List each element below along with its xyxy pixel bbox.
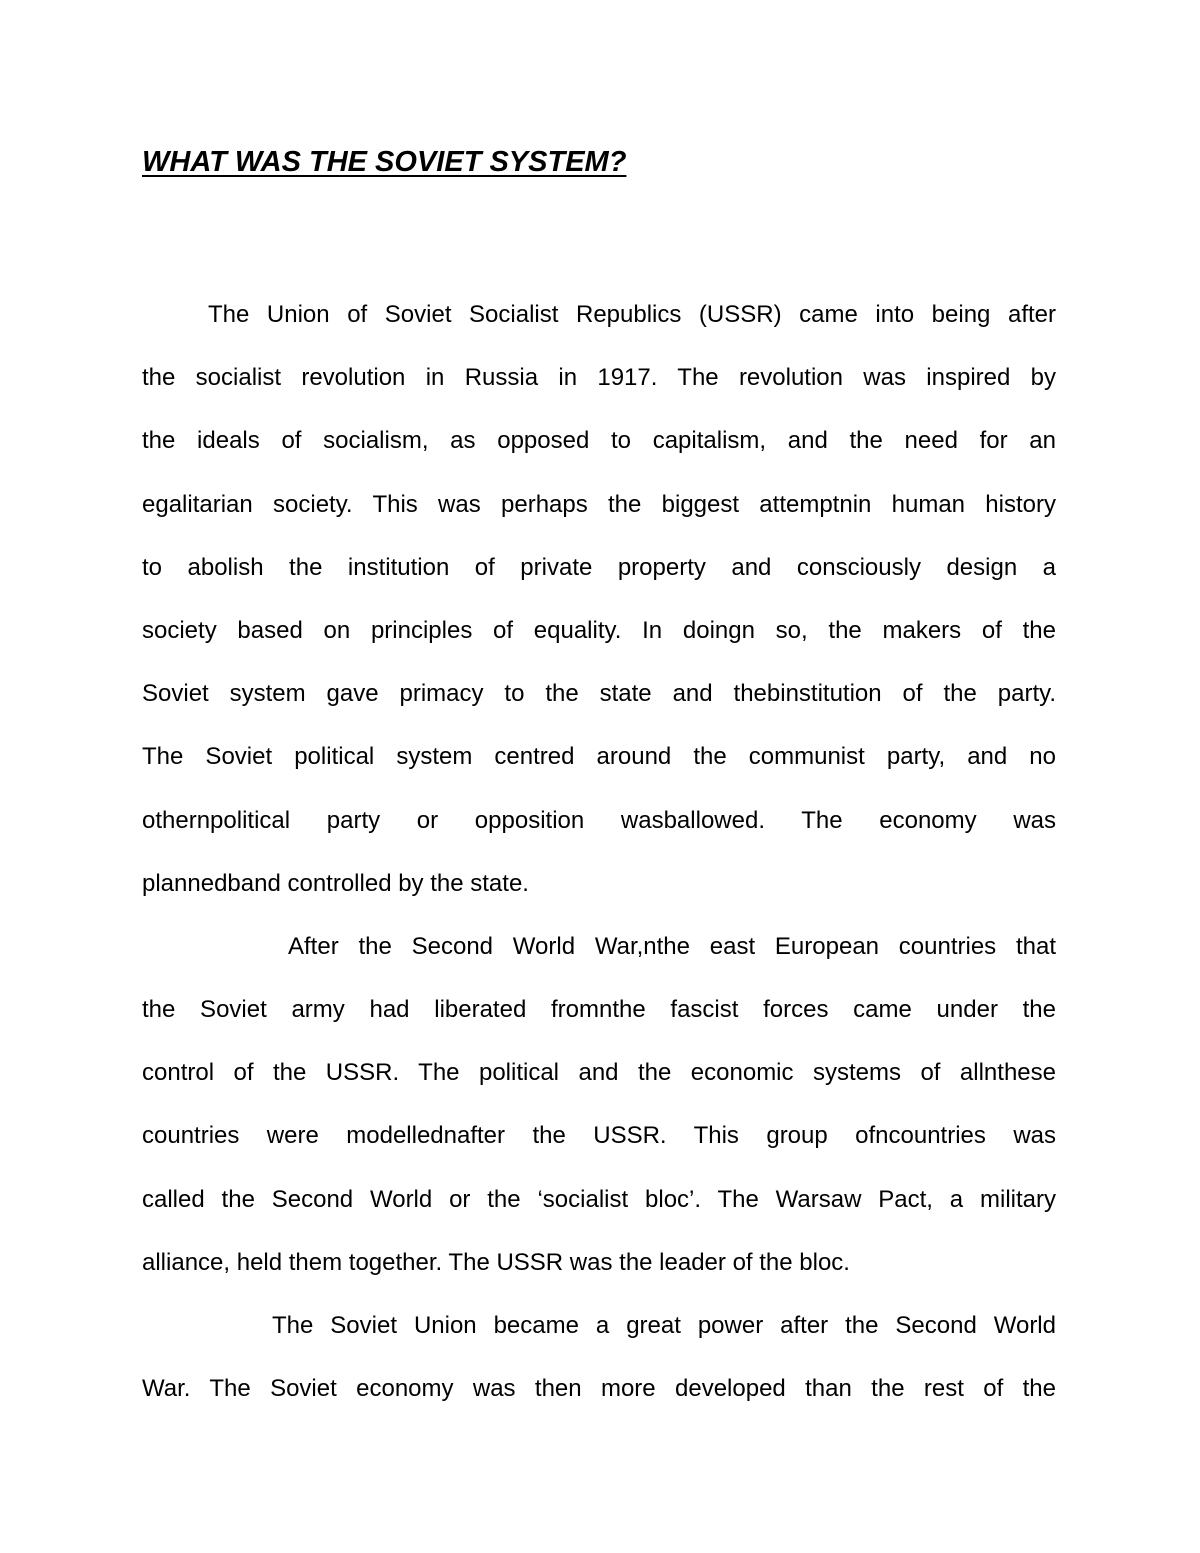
paragraph-1-line-3: the ideals of socialism, as opposed to capitalism, and the need for an xyxy=(142,427,1056,455)
document-title: WHAT WAS THE SOVIET SYSTEM? xyxy=(142,146,627,178)
paragraph-1-line-1: The Union of Soviet Socialist Republics (USSR) came into being after xyxy=(208,301,1056,328)
paragraph-1-line-6: society based on principles of equality. In doingn so, the makers of the xyxy=(142,616,1056,644)
paragraph-2-line-3: control of the USSR. The political and the economic systems of allnthese xyxy=(142,1059,1056,1087)
paragraph-2-line-2: the Soviet army had liberated fromnthe fascist forces came under the xyxy=(142,996,1056,1024)
paragraph-3-line-2: War. The Soviet economy was then more developed than the rest of the xyxy=(142,1375,1056,1403)
paragraph-2-line-6: alliance, held them together. The USSR was the leader of the bloc. xyxy=(142,1248,850,1276)
paragraph-1-line-4: egalitarian society. This was perhaps the biggest attemptnin human history xyxy=(142,490,1056,518)
paragraph-1-line-8: The Soviet political system centred around the communist party, and no xyxy=(142,743,1056,771)
paragraph-1-line-10: plannedband controlled by the state. xyxy=(142,869,529,897)
paragraph-2-line-5: called the Second World or the ‘socialist bloc’. The Warsaw Pact, a military xyxy=(142,1185,1056,1213)
paragraph-1-line-5: to abolish the institution of private property and consciously design a xyxy=(142,553,1056,581)
paragraph-1-line-9: othernpolitical party or opposition wasballowed. The economy was xyxy=(142,806,1056,834)
paragraph-1-line-7: Soviet system gave primacy to the state and thebinstitution of the party. xyxy=(142,680,1056,708)
paragraph-3-line-1: The Soviet Union became a great power after the Second World xyxy=(272,1312,1056,1339)
paragraph-2-line-4: countries were modellednafter the USSR. This group ofncountries was xyxy=(142,1122,1056,1150)
document-body xyxy=(142,283,1056,1420)
paragraph-1-line-2: the socialist revolution in Russia in 1917. The revolution was inspired by xyxy=(142,364,1056,392)
paragraph-2-line-1: After the Second World War,nthe east European countries that xyxy=(288,932,1056,960)
